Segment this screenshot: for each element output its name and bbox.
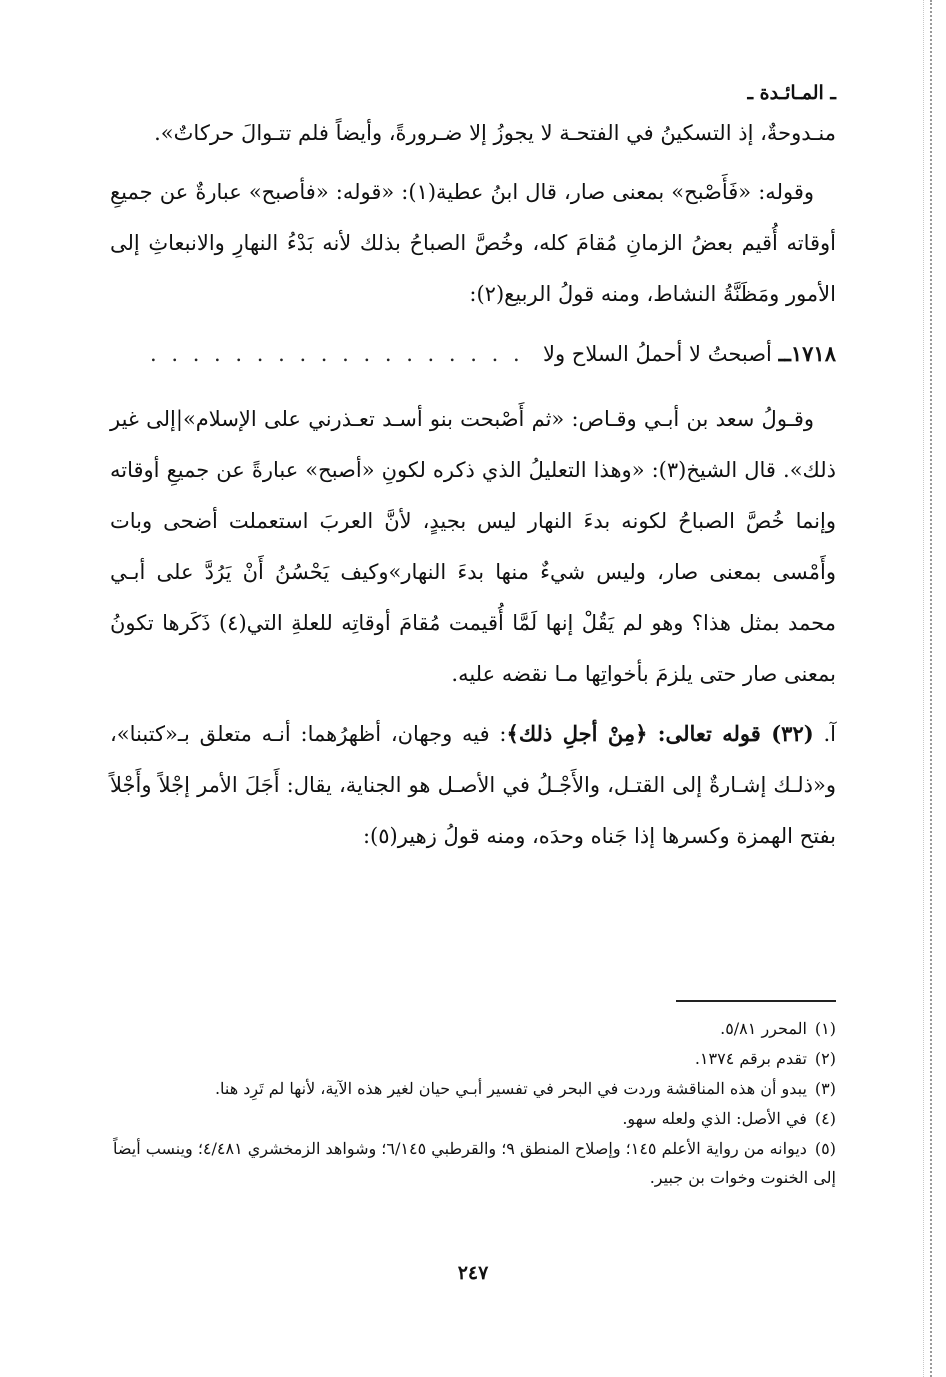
footnote-5 [106,1134,836,1192]
footnote-1 [106,1014,836,1043]
section-32 [110,708,836,862]
footnotes [106,1014,836,1193]
paragraph-1: منـدوحةٌ، إذ التسكينُ في الفتحـة لا يجوزُ إلا ضـرورةً، وأيضاً فلم تتـوالَ حركاتٌ». [154,121,836,145]
scan-edge-dots-secondary [923,0,924,1377]
footnote-number: (٣) [814,1079,836,1098]
verse-ellipsis: . . . . . . . . . . . . . . . . . . [150,341,524,366]
footnote-divider [676,1000,836,1002]
page-number: ٢٤٧ [457,1262,489,1284]
paragraph-2: وقوله: «فَأَصْبح» بمعنى صار، قال ابنُ عطية(١): «قوله: «فأصبح» عبارةٌ عن جميعِ أوقاته أُقيم بعضُ الزمانِ مُقامَ كله، وخُصَّ الصباحُ بذلك لأنه بَدْءُ النهارِ والانبعاثِ إلى الأمور ومَظَنَّةُ النشاط، ومنه قولُ الربيع(٢): [110,180,836,306]
footnote-3 [106,1074,836,1103]
footnote-number: (١) [814,1019,836,1038]
verse-line [110,328,836,380]
section-text: : فيه وجهان، أظهرُهما: أنـه متعلق بـ«كتبنا»، و«ذلـك إشـارةٌ إلى القتـل، والأَجْـلُ في الأصـل هو الجناية، يقال: أَجَلَ الأمر إجْلاً وأَجْلاً بفتح الهمزة وكسرها إذا جَناه وحدَه، ومنه قولُ زهير(٥): [110,722,836,848]
footnote-2 [106,1044,836,1073]
verse-text-group [543,328,836,380]
footnote-text: المحرر ٥/٨١. [720,1019,807,1038]
footnote-text: يبدو أن هذه المناقشة وردت في البحر في تفسير أبـي حيان لغير هذه الآية، لأنها لم تَرِد هنا. [214,1079,807,1098]
footnote-number: (٢) [814,1049,836,1068]
footnote-text: تقدم برقم ١٣٧٤. [694,1049,807,1068]
footnote-number: (٥) [814,1139,836,1158]
footnote-number: (٤) [814,1109,836,1128]
verse-text: أصبحتُ لا أحملُ السلاح ولا [542,342,772,366]
section-heading: (٣٢) قوله تعالى: ﴿مِنْ أجلِ ذلك﴾ [506,721,814,746]
paragraph-3: وقـولُ سعد بن أبـي وقـاص: «ثم أَصْبحت بنو أسـد تعـذرني على الإسلام»|إلى غير ذلك». قال الشيخ(٣): «وهذا التعليلُ الذي ذكره لكونِ «أصبح» عبارةً عن جميعِ أوقاته وإنما خُصَّ الصباحُ لكونه بدءَ النهار ليس بجيدٍ، لأنَّ العربَ استعملت أضحى وبات وأَمْسى بمعنى صار، وليس شيءٌ منها بدءَ النهار»وكيف يَحْسُنُ أَنْ يَرُدَّ على أبـي محمد بمثل هذا؟ وهو لم يَقُلْ إنها لَمَّا أُقيمت مُقامَ أوقاتِه للعلةِ التي(٤) ذَكَرها تكونُ بمعنى صار حتى يلزمَ بأخواتِها مـا نقضه عليه. [110,407,836,686]
scan-edge-dots [930,0,932,1377]
section-prefix: آ. [823,722,836,746]
running-header: ـ المـائـدة ـ [747,82,836,104]
verse-number: ١٧١٨ــ [778,341,836,366]
footnote-4 [106,1104,836,1133]
main-text [110,108,836,870]
footnote-text: ديوانه من رواية الأعلم ١٤٥؛ وإصلاح المنطق ٩؛ والقرطبي ٦/١٤٥؛ وشواهد الزمخشري ٤/٤٨١؛ وينسب أيضاً إلى الخنوت وخوات بن جبير. [113,1139,836,1187]
footnote-text: في الأصل: الذي ولعله سهو. [622,1109,807,1128]
